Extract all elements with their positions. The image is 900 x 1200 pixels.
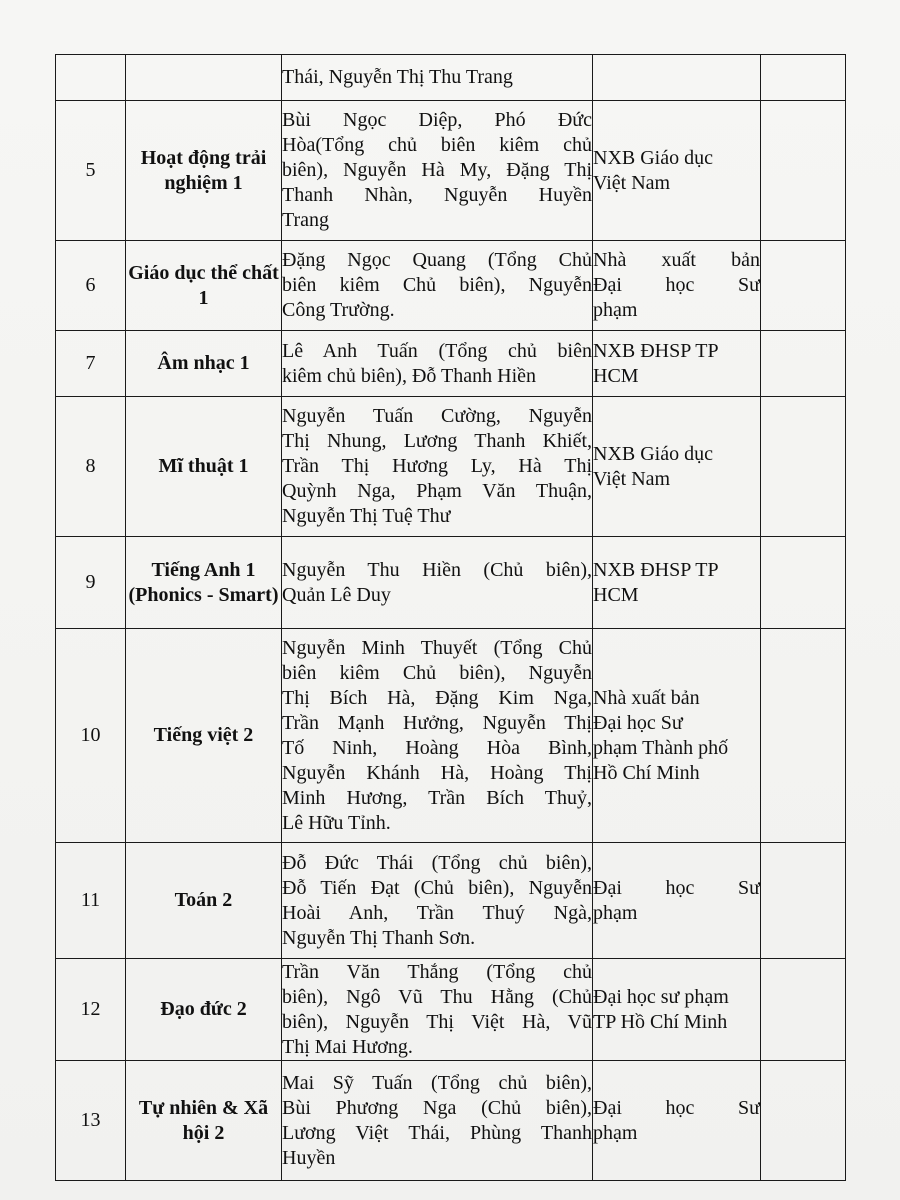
publisher-line: phạm Thành phố [593,736,729,759]
publisher-cell [593,629,761,843]
authors-cell [282,331,593,397]
empty-cell [761,331,846,397]
publisher-cell [593,331,761,397]
table-row [56,959,846,1061]
publisher-cell [593,397,761,537]
authors-line: Đỗ Tiến Đạt (Chủ biên), Nguyễn [282,876,592,899]
publisher-cell [593,1061,761,1181]
row-number: 10 [56,629,126,843]
row-number: 9 [56,537,126,629]
table-row [56,241,846,331]
table-row [56,397,846,537]
authors-line: Lê Anh Tuấn (Tổng chủ biên [282,339,592,362]
authors-line: kiêm chủ biên), Đỗ Thanh Hiền [282,364,537,387]
publisher-cell [593,537,761,629]
authors-line: Nguyễn Thu Hiền (Chủ biên), [282,558,592,581]
row-number: 13 [56,1061,126,1181]
authors-line: Mai Sỹ Tuấn (Tổng chủ biên), [282,1071,592,1094]
authors-line: Minh Hương, Trần Bích Thuỷ, [282,786,592,809]
empty-cell [761,55,846,101]
empty-cell [761,959,846,1061]
authors-line: Quỳnh Nga, Phạm Văn Thuận, [282,480,592,502]
table-row [56,843,846,959]
authors-line: biên kiêm Chủ biên), Nguyễn [282,661,592,684]
empty-cell [761,537,846,629]
publisher-cell [593,241,761,331]
authors-line: Trang [282,209,330,231]
authors-line: Thị Bích Hà, Đặng Kim Nga, [282,686,592,709]
subject-name: Đạo đức 2 [126,959,282,1061]
publisher-line: Đại học Sư [593,711,683,734]
subject-name [126,55,282,101]
row-number: 8 [56,397,126,537]
publisher-line: HCM [593,364,639,387]
authors-line: Nguyễn Minh Thuyết (Tổng Chủ [282,636,592,659]
row-number: 12 [56,959,126,1061]
authors-line: Trần Mạnh Hưởng, Nguyễn Thị [282,711,592,734]
authors-line: Trần Thị Hương Ly, Hà Thị [282,455,592,477]
authors-line: biên kiêm Chủ biên), Nguyễn [282,274,592,296]
authors-line: Nguyễn Thị Tuệ Thư [282,505,451,527]
table-row [56,1061,846,1181]
empty-cell [761,843,846,959]
publisher-line: Đại học Sư [593,274,760,296]
publisher-line: NXB Giáo dục [593,442,713,465]
publisher-cell [593,101,761,241]
table-row [56,55,846,101]
row-number: 5 [56,101,126,241]
publisher-line: phạm [593,1121,638,1144]
table-body [56,55,846,1181]
authors-cell [282,629,593,843]
row-number [56,55,126,101]
publisher-line: Đại học Sư [593,1096,760,1119]
publisher-line: TP Hồ Chí Minh [593,1010,728,1033]
authors-line: Huyền [282,1146,336,1169]
authors-cell [282,241,593,331]
subject-name: Hoạt động trải nghiệm 1 [126,101,282,241]
empty-cell [761,241,846,331]
empty-cell [761,629,846,843]
publisher-line: HCM [593,583,639,606]
row-number: 6 [56,241,126,331]
authors-line: Hòa(Tổng chủ biên kiêm chủ [282,134,592,156]
publisher-cell [593,55,761,101]
authors-line: Công Trường. [282,299,395,321]
authors-line: Quản Lê Duy [282,583,391,606]
authors-line: biên), Nguyễn Hà My, Đặng Thị [282,159,592,181]
authors-cell [282,55,593,101]
publisher-line: Hồ Chí Minh [593,761,700,784]
empty-cell [761,101,846,241]
publisher-line: NXB Giáo dục [593,146,713,169]
row-number: 7 [56,331,126,397]
publisher-line: phạm [593,901,638,924]
subject-name: Giáo dục thể chất 1 [126,241,282,331]
authors-line: Trần Văn Thắng (Tổng chủ [282,960,592,983]
subject-name: Âm nhạc 1 [126,331,282,397]
publisher-line: Việt Nam [593,171,671,194]
empty-cell [761,1061,846,1181]
textbook-table [55,54,846,1181]
publisher-line: phạm [593,299,638,321]
authors-cell [282,101,593,241]
authors-line: Đỗ Đức Thái (Tổng chủ biên), [282,851,592,874]
authors-line: Tố Ninh, Hoàng Hòa Bình, [282,736,592,759]
authors-line: Thị Mai Hương. [282,1035,413,1058]
publisher-line: Việt Nam [593,467,671,490]
authors-line: Hoài Anh, Trần Thuý Ngà, [282,901,592,924]
authors-line: Đặng Ngọc Quang (Tổng Chủ [282,249,592,271]
authors-line: Nguyễn Khánh Hà, Hoàng Thị [282,761,592,784]
publisher-line: Nhà xuất bản [593,686,700,709]
table-row [56,331,846,397]
authors-line: Bùi Phương Nga (Chủ biên), [282,1096,592,1119]
authors-line: biên), Ngô Vũ Thu Hằng (Chủ [282,985,592,1008]
authors-cell [282,537,593,629]
authors-line: Lương Việt Thái, Phùng Thanh [282,1121,592,1144]
publisher-line: Nhà xuất bản [593,249,760,271]
publisher-line: NXB ĐHSP TP [593,339,719,362]
authors-cell [282,843,593,959]
empty-cell [761,397,846,537]
authors-line: Thái, Nguyễn Thị Thu Trang [282,66,513,88]
table-row [56,629,846,843]
table-row [56,537,846,629]
authors-cell [282,959,593,1061]
publisher-line: Đại học sư phạm [593,985,729,1008]
subject-name: Tiếng việt 2 [126,629,282,843]
subject-name: Mĩ thuật 1 [126,397,282,537]
authors-line: Thanh Nhàn, Nguyễn Huyền [282,184,592,206]
publisher-cell [593,843,761,959]
subject-name: Tiếng Anh 1 (Phonics - Smart) [126,537,282,629]
row-number: 11 [56,843,126,959]
authors-line: Nguyễn Tuấn Cường, Nguyễn [282,405,592,427]
authors-line: Lê Hữu Tỉnh. [282,811,391,834]
subject-name: Tự nhiên & Xã hội 2 [126,1061,282,1181]
authors-cell [282,397,593,537]
authors-line: Bùi Ngọc Diệp, Phó Đức [282,109,592,131]
table-row [56,101,846,241]
authors-line: biên), Nguyễn Thị Việt Hà, Vũ [282,1010,592,1033]
authors-line: Thị Nhung, Lương Thanh Khiết, [282,430,592,452]
publisher-line: NXB ĐHSP TP [593,558,719,581]
publisher-line: Đại học Sư [593,876,760,899]
publisher-cell [593,959,761,1061]
authors-line: Nguyễn Thị Thanh Sơn. [282,926,476,949]
subject-name: Toán 2 [126,843,282,959]
authors-cell [282,1061,593,1181]
